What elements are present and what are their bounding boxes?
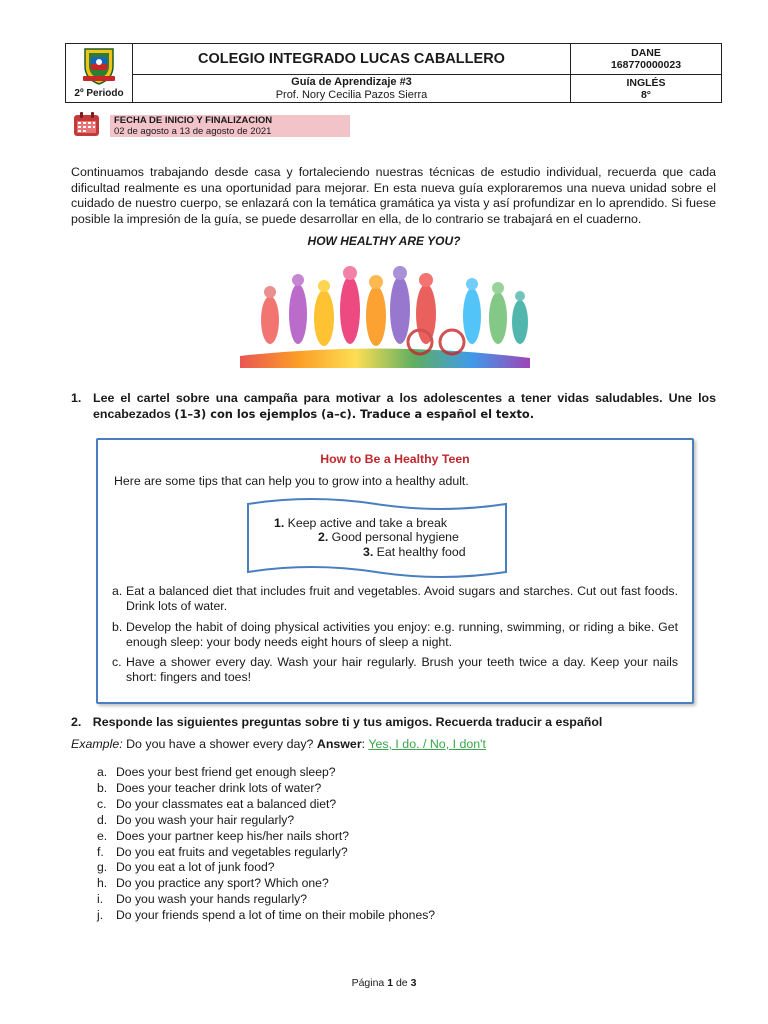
example-line: Example: Do you have a shower every day? Answer: Yes, I do. / No, I don't: [71, 737, 486, 751]
poster-intro: Here are some tips that can help you to grow into a healthy adult.: [114, 474, 469, 488]
question-1-text: Lee el cartel sobre una campaña para motivar a los adolescentes a tener vidas saludables. Une los encabezados: [93, 391, 716, 421]
list-item: i. Do you wash your hands regularly?: [97, 892, 308, 907]
dane-label: DANE: [631, 47, 661, 59]
intro-paragraph: Continuamos trabajando desde casa y fortaleciendo nuestras técnicas de estudio individual, recuerda que cada dificultad realmente es una oportunidad para mejorar. En esta nueva guía exploraremos una nueva unidad sobre el cuidado de nuestro cuerpo, se enlazará con la temática gramática ya vista y así profundizar en lo aprendido. Si fuese posible la impresión de la guía, se puede desarrollar en ella, de lo contrario se trabajará en el cuaderno.: [71, 165, 716, 226]
healthy-people-illustration: [240, 260, 530, 368]
current-page: 1: [387, 977, 394, 989]
poster-heading-1: 1. Keep active and take a break: [274, 516, 447, 530]
example-label: Example:: [71, 737, 123, 751]
school-name: COLEGIO INTEGRADO LUCAS CABALLERO: [133, 44, 571, 75]
list-item: j. Do your friends spend a lot of time on their mobile phones?: [97, 908, 436, 923]
poster-heading-2: 2. Good personal hygiene: [318, 530, 459, 545]
poster-title: How to Be a Healthy Teen: [320, 452, 470, 466]
teacher-name: Prof. Nory Cecilia Pazos Sierra: [275, 88, 428, 101]
list-item: e. Does your partner keep his/her nails short?: [97, 828, 350, 843]
poster-heading-3: 3. Eat healthy food: [363, 544, 466, 559]
list-item: b. Does your teacher drink lots of water?: [97, 780, 322, 795]
subject-cell: [571, 75, 722, 103]
school-crest-icon: [81, 46, 117, 86]
question-2: [71, 715, 602, 729]
healthy-teen-poster: [96, 438, 694, 704]
example-question: Do you have a shower every day?: [122, 737, 317, 751]
grade-label: 8°: [640, 88, 652, 101]
poster-tip-b: b. Develop the habit of doing physical activities you enjoy: e.g. running, swimming, or riding a bike. Get enough sleep: your body needs eight hours of sleep a night.: [112, 620, 678, 649]
poster-tip-c: c. Have a shower every day. Wash your hair regularly. Brush your teeth twice a day. Keep your nails short: fingers and toes!: [112, 655, 678, 684]
total-pages: 3: [410, 977, 417, 989]
list-item: c. Do your classmates eat a balanced diet?: [97, 796, 337, 811]
question-2-text: Responde las siguientes preguntas sobre ti y tus amigos. Recuerda traducir a español: [92, 715, 603, 729]
example-answer: Yes, I do. / No, I don't: [368, 737, 486, 751]
question-2-number: 2.: [71, 715, 82, 729]
poster-tip-a: a. Eat a balanced diet that includes fruit and vegetables. Avoid sugars and starches. Cut out fast foods. Drink lots of water.: [112, 584, 678, 613]
list-item: h. Do you practice any sport? Which one?: [97, 876, 329, 891]
list-item: f. Do you eat fruits and vegetables regularly?: [97, 844, 348, 859]
answer-label: Answer: [316, 737, 362, 751]
poster-headings: [274, 516, 466, 559]
date-range: 02 de agosto a 13 de agosto de 2021: [114, 126, 272, 137]
list-item: a. Does your best friend get enough sleep?: [97, 765, 336, 779]
list-item: d. Do you wash your hair regularly?: [97, 812, 295, 827]
question-1-text-sub: (1–3) con los ejemplos (a–c). Traduce a español el texto.: [174, 407, 535, 421]
header-table: [65, 43, 722, 103]
period-label: 2º Periodo: [74, 88, 124, 99]
dane-code: 168770000023: [610, 59, 682, 71]
calendar-icon: [72, 111, 102, 138]
guide-cell: [133, 75, 571, 103]
logo-cell: [66, 44, 133, 103]
question-2-list: [97, 765, 435, 924]
section-title: HOW HEALTHY ARE YOU?: [307, 234, 461, 248]
subject-label: INGLÉS: [626, 76, 666, 89]
dane-cell: [571, 44, 722, 75]
guide-title: Guía de Aprendizaje #3: [291, 75, 412, 88]
date-label: FECHA DE INICIO Y FINALIZACION: [114, 115, 273, 126]
page-footer: Página 1 de 3: [351, 977, 417, 989]
question-1-number: 1.: [71, 391, 82, 405]
question-1: [71, 390, 716, 422]
date-box: [110, 115, 350, 137]
list-item: g. Do you eat a lot of junk food?: [97, 860, 275, 875]
